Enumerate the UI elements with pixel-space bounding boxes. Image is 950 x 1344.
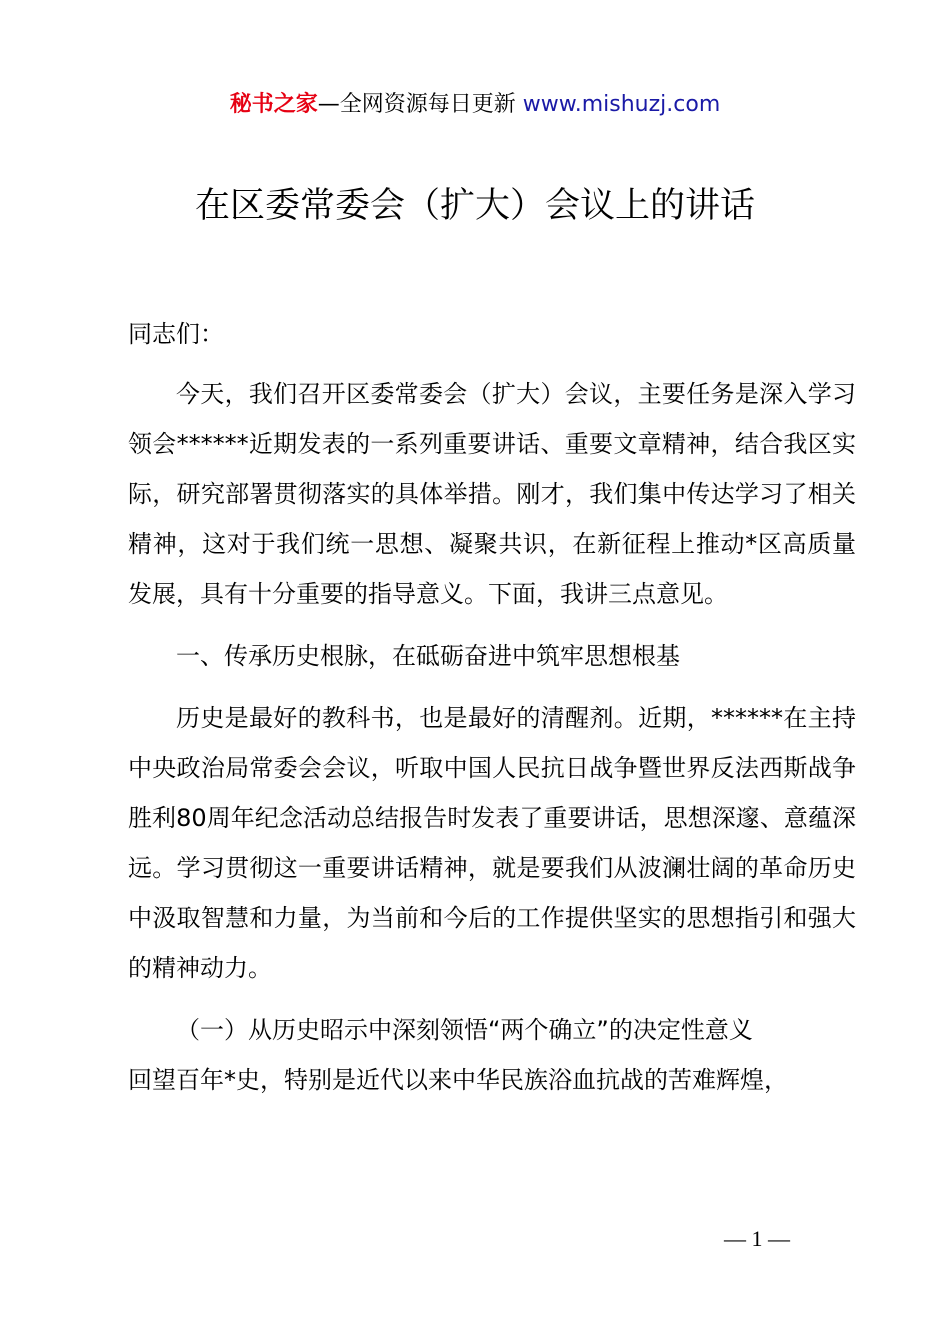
site-header [0, 88, 950, 122]
document-title: 在区委常委会（扩大）会议上的讲话 [194, 186, 755, 226]
site-url[interactable]: www.mishuzj.com [522, 92, 721, 117]
site-tagline: —全网资源每日更新 [317, 92, 516, 117]
document-body [128, 309, 856, 1105]
subsection-heading: （一）从历史昭示中深刻领悟“两个确立”的决定性意义 [176, 1016, 753, 1044]
salutation: 同志们： [128, 320, 224, 348]
page-number: — 1 — [724, 1226, 790, 1251]
subsection-paragraph: 回望百年*史，特别是近代以来中华民族浴血抗战的苦难辉煌， [128, 1066, 788, 1094]
section-heading: 一、传承历史根脉，在砥砺奋进中筑牢思想根基 [176, 642, 680, 670]
intro-paragraph: 今天，我们召开区委常委会（扩大）会议，主要任务是深入学习领会******近期发表的一系列重要讲话、重要文章精神，结合我区实际，研究部署贯彻落实的具体举措。刚才，我们集中传达学习了相关精神，这对于我们统一思想、凝聚共识，在新征程上推动*区高质量发展，具有十分重要的指导意义。下面，我讲三点意见。 [128, 380, 856, 608]
section-paragraph: 历史是最好的教科书，也是最好的清醒剂。近期，******在主持中央政治局常委会会议，听取中国人民抗日战争暨世界反法西斯战争胜利80周年纪念活动总结报告时发表了重要讲话，思想深邃、意蕴深远。学习贯彻这一重要讲话精神，就是要我们从波澜壮阔的革命历史中汲取智慧和力量，为当前和今后的工作提供坚实的思想指引和强大的精神动力。 [128, 704, 856, 982]
site-brand: 秘书之家 [229, 92, 318, 117]
